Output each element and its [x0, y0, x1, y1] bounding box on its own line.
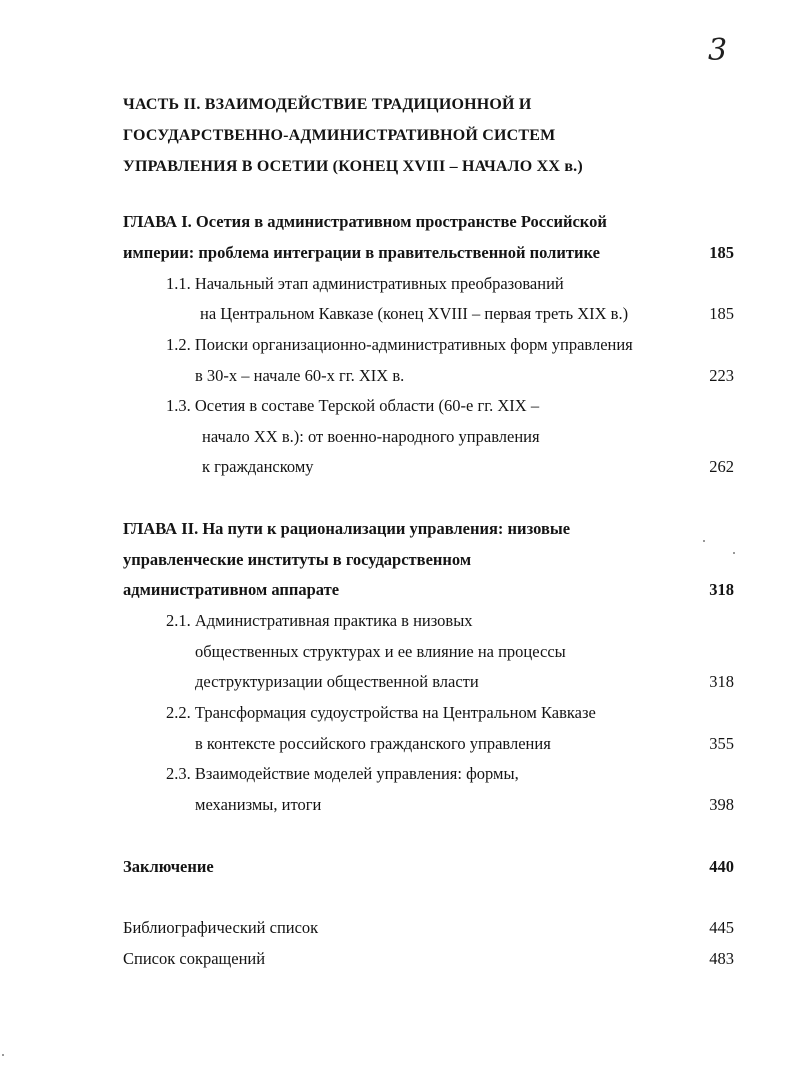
scan-speck — [733, 552, 735, 554]
scan-speck — [2, 1054, 4, 1056]
part-title — [123, 89, 583, 182]
toc-page-number: 355 — [709, 734, 734, 753]
part-title-line: УПРАВЛЕНИЯ В ОСЕТИИ (КОНЕЦ XVIII – НАЧАЛО XX в.) — [123, 158, 583, 175]
abbreviations-page: 483 — [709, 949, 734, 968]
part-title-line: ЧАСТЬ II. ВЗАИМОДЕЙСТВИЕ ТРАДИЦИОННОЙ И — [123, 96, 532, 113]
toc-page-number: 185 — [709, 304, 734, 323]
toc-page-number: 398 — [709, 795, 734, 814]
toc-page-number: 262 — [709, 457, 734, 476]
page-number: 3 — [708, 33, 728, 68]
toc-page-number: 223 — [709, 366, 734, 385]
chapter2-page: 318 — [709, 580, 734, 599]
chapter1-page: 185 — [709, 243, 734, 262]
scan-speck — [703, 540, 705, 542]
bibliography-page: 445 — [709, 918, 734, 937]
part-title-line: ГОСУДАРСТВЕННО-АДМИНИСТРАТИВНОЙ СИСТЕМ — [123, 127, 556, 144]
toc-page-number: 318 — [709, 672, 734, 691]
conclusion-page: 440 — [709, 857, 734, 876]
